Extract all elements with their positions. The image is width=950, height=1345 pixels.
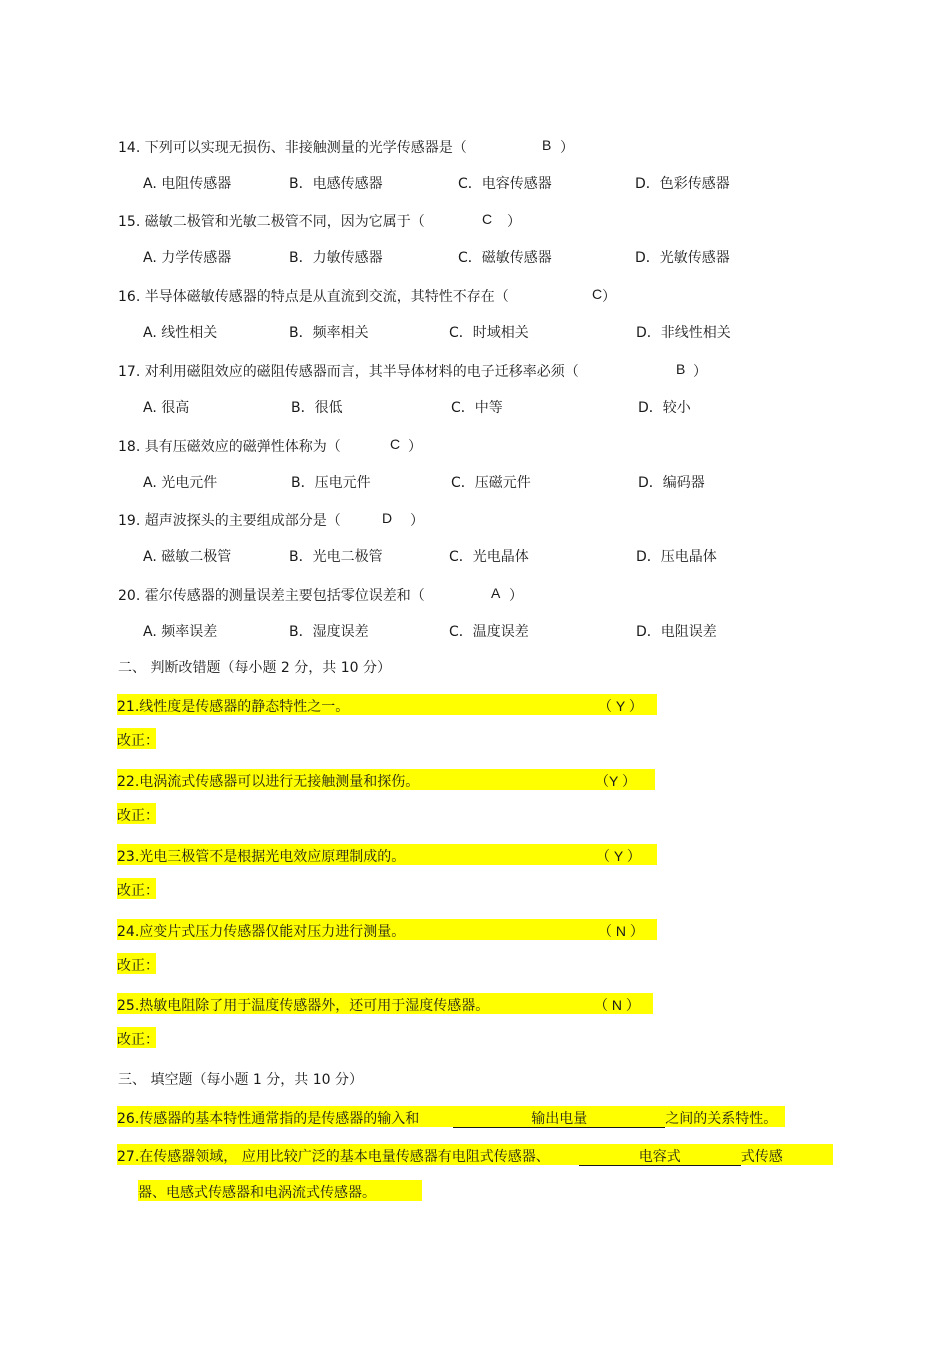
question-16-stem: 16. 半导体磁敏传感器的特点是从直流到交流，其特性不存在（ (118, 289, 509, 305)
q26-after: 之间的关系特性。 (665, 1111, 778, 1127)
question-17-option-b: B．很低 (291, 400, 343, 416)
question-16-option-d: D．非线性相关 (636, 325, 731, 341)
q26-before: 26.传感器的基本特性通常指的是传感器的输入和 (117, 1111, 420, 1127)
statement-21: 21.线性度是传感器的静态特性之一。 (117, 699, 350, 715)
question-20-stem: 20. 霍尔传感器的测量误差主要包括零位误差和（ (118, 588, 425, 604)
question-14-answer: B (542, 137, 552, 153)
correction-label-22: 改正： (117, 808, 159, 824)
question-16-option-b: B．频率相关 (289, 325, 369, 341)
statement-23: 23.光电三极管不是根据光电效应原理制成的。 (117, 849, 406, 865)
correction-label-24: 改正： (117, 958, 159, 974)
correction-label-23: 改正： (117, 883, 159, 899)
question-15-option-a: A. 力学传感器 (143, 250, 232, 266)
question-18-close-paren: ） (408, 439, 422, 455)
question-18-option-c: C．压磁元件 (451, 475, 531, 491)
q27-blank: 电容式 (579, 1149, 741, 1166)
question-15-stem: 15. 磁敏二极管和光敏二极管不同，因为它属于（ (118, 214, 425, 230)
question-16-option-c: C．时域相关 (449, 325, 529, 341)
question-19-option-d: D．压电晶体 (636, 549, 717, 565)
question-18-answer: C (390, 436, 401, 452)
statement-23-answer: （ Y ） (596, 848, 641, 864)
statement-24: 24.应变片式压力传感器仅能对压力进行测量。 (117, 924, 406, 940)
section-3-title: 三、 填空题（每小题 1 分，共 10 分） (118, 1072, 363, 1088)
question-17-stem: 17. 对利用磁阻效应的磁阻传感器而言，其半导体材料的电子迁移率必须（ (118, 364, 579, 380)
question-17-close-paren: ） (693, 364, 707, 380)
question-14-option-d: D．色彩传感器 (635, 176, 730, 192)
question-15-option-d: D．光敏传感器 (635, 250, 730, 266)
question-19-stem: 19. 超声波探头的主要组成部分是（ (118, 513, 341, 529)
question-17-option-d: D．较小 (638, 400, 691, 416)
question-14-option-c: C．电容传感器 (458, 176, 552, 192)
q27-text (117, 1146, 783, 1166)
question-18-option-d: D．编码器 (638, 475, 705, 491)
question-18-option-b: B．压电元件 (291, 475, 371, 491)
question-18-option-a: A. 光电元件 (143, 475, 218, 491)
question-14-option-b: B．电感传感器 (289, 176, 383, 192)
statement-22: 22.电涡流式传感器可以进行无接触测量和探伤。 (117, 774, 420, 790)
question-20-option-c: C．温度误差 (449, 624, 529, 640)
question-14-option-a: A. 电阻传感器 (143, 176, 232, 192)
question-15-option-b: B．力敏传感器 (289, 250, 383, 266)
question-19-option-a: A. 磁敏二极管 (143, 549, 232, 565)
question-17-option-a: A. 很高 (143, 400, 190, 416)
question-14-stem: 14. 下列可以实现无损伤、非接触测量的光学传感器是（ (118, 140, 467, 156)
question-17-answer: B (676, 361, 686, 377)
q26-text (117, 1108, 777, 1128)
question-19-option-b: B．光电二极管 (289, 549, 383, 565)
question-20-close-paren: ） (509, 588, 523, 604)
question-20-option-d: D．电阻误差 (636, 624, 717, 640)
correction-label-25: 改正： (117, 1032, 159, 1048)
question-16-answer: C (592, 286, 603, 302)
statement-25: 25.热敏电阻除了用于温度传感器外，还可用于湿度传感器。 (117, 998, 490, 1014)
q27-line2: 器、电感式传感器和电涡流式传感器。 (138, 1185, 376, 1201)
question-20-answer: A (491, 585, 501, 601)
question-19-answer: D (382, 510, 393, 526)
q26-blank: 输出电量 (453, 1111, 665, 1128)
correction-label-21: 改正： (117, 733, 159, 749)
statement-24-answer: （ N ） (598, 923, 644, 939)
question-16-option-a: A. 线性相关 (143, 325, 218, 341)
statement-22-answer: （Y ） (595, 773, 636, 789)
question-19-close-paren: ） (410, 513, 424, 529)
question-17-option-c: C．中等 (451, 400, 503, 416)
q27-after: 式传感 (740, 1149, 783, 1165)
question-19-option-c: C．光电晶体 (449, 549, 529, 565)
statement-21-answer: （ Y ） (598, 698, 643, 714)
question-14-close-paren: ） (560, 140, 574, 156)
q27-before: 27.在传感器领域， 应用比较广泛的基本电量传感器有电阻式传感器、 (117, 1149, 550, 1165)
question-15-option-c: C．磁敏传感器 (458, 250, 552, 266)
question-18-stem: 18. 具有压磁效应的磁弹性体称为（ (118, 439, 341, 455)
question-16-close-paren: ） (602, 289, 616, 305)
question-15-close-paren: ） (507, 214, 521, 230)
question-20-option-a: A. 频率误差 (143, 624, 218, 640)
question-20-option-b: B．湿度误差 (289, 624, 369, 640)
statement-25-answer: （ N ） (594, 997, 640, 1013)
question-15-answer: C (482, 211, 493, 227)
section-2-title: 二、 判断改错题（每小题 2 分，共 10 分） (118, 660, 391, 676)
